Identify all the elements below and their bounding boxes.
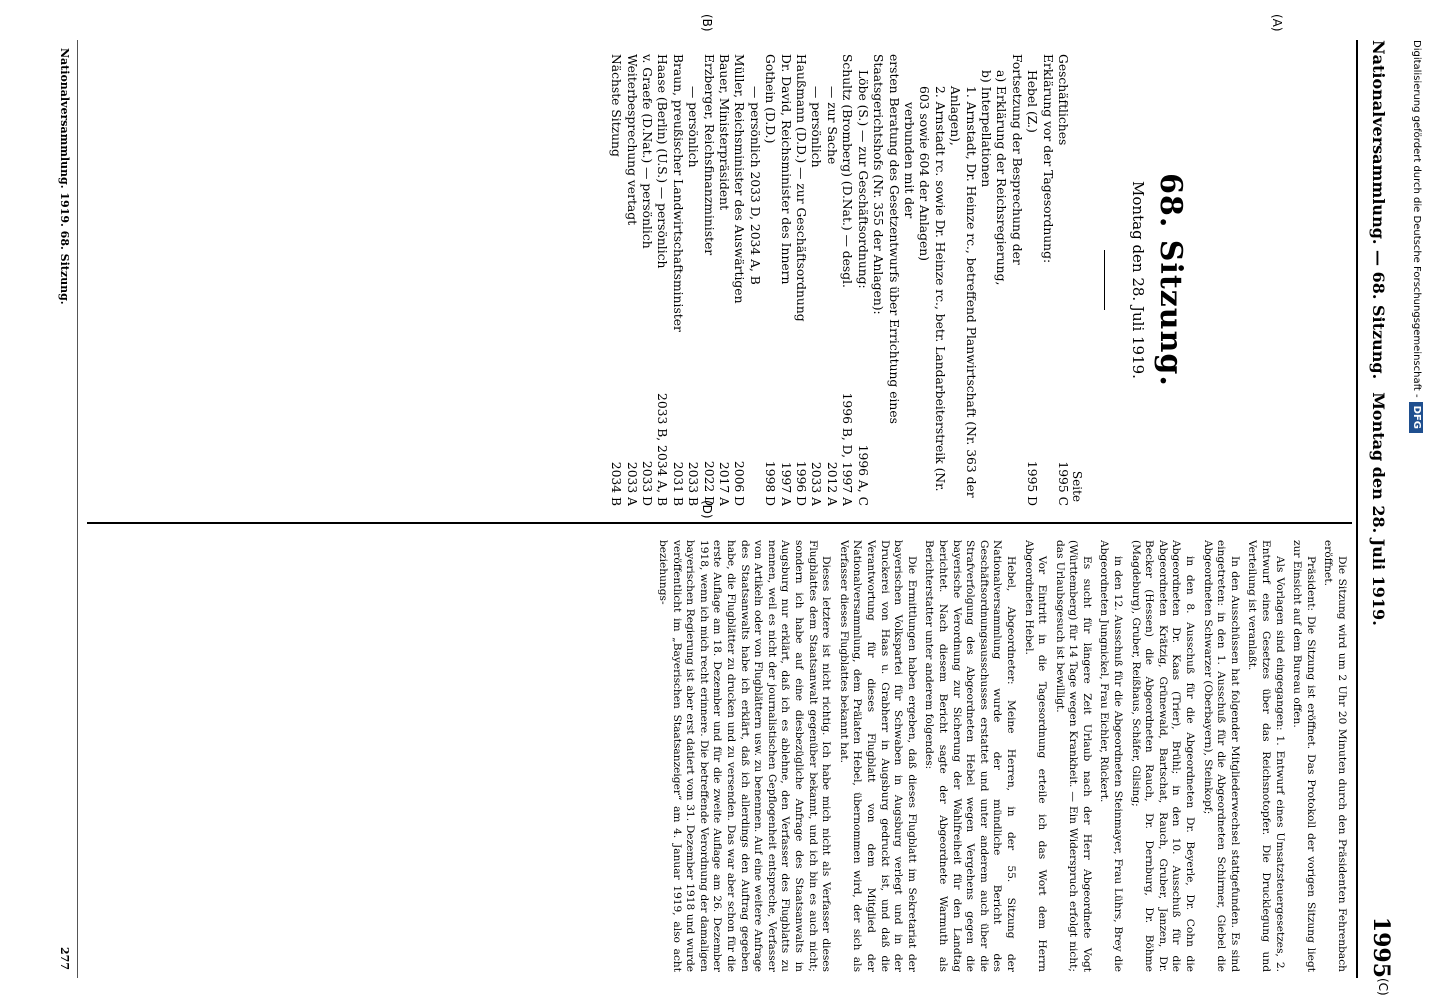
toc-entry [716, 54, 731, 506]
toc-entry [870, 54, 901, 506]
toc-entry [623, 54, 638, 506]
toc-entry [1024, 54, 1039, 506]
toc-entry-page: 1996 A, C [855, 444, 870, 506]
left-column [88, 54, 1348, 506]
page-footer [49, 40, 78, 978]
toc-entry-page: 2034 B [609, 461, 624, 506]
toc-entry-text: Braun, preußischer Landwirtschaftsminister [670, 54, 685, 332]
body-paragraph: Präsident: Die Sitzung ist eröffnet. Das Protokoll der vorigen Sitzung liegt zur Einsicht auf dem Bureau offen. [1291, 540, 1317, 972]
table-of-contents [608, 54, 1070, 506]
sidebar-text: Digitalisierung gefördert durch die Deutsche Forschungsgemeinschaft - [1411, 40, 1422, 398]
body-paragraph: Dieses letztere ist nicht richtig. Ich habe mich nicht als Verfasser dieses Flugblattes dem Staatsanwalt gegenüber bekannt, und ich bin es auch nicht; sondern ich habe auf eine diesbezügliche Anfrage des Staatsanwalts in Augsburg nur erklärt, daß ich es ablehne, den Verfasser des Flugblatts zu nennen, weil es nicht der journalistischen Gepflogenheit entspreche, Verfasser von Artikeln oder von Flugblättern usw. zu benennen. Auf eine weitere Anfrage des Staatsanwalts habe ich erklärt, daß ich allerdings den Auftrag gegeben habe, die Flugblätter zu drucken und zu versenden. Das war aber schon für die erste Auflage am 18. Dezember und für die zweite Auflage am 26. Dezember 1918, wenn ich mich recht erinnere. Die betreffende Verordnung der damaligen bayerischen Regierung ist aber erst datiert vom 31. Dezember 1918 und wurde veröffentlicht im „Bayerischen Staatsanzeiger“ am 4. Januar 1919, also acht beziehungs- [657, 540, 833, 972]
toc-entry-page: 2017 A [717, 461, 732, 506]
toc-entry-page: 2006 D [732, 460, 747, 506]
toc-entry-text: 1. Arnstadt, Dr. Heinze rc., betreffend Planwirtschaft (Nr. 363 der Anlagen), [948, 86, 978, 498]
toc-entry [685, 54, 700, 506]
toc-entry-text: Geschäftliches [1056, 54, 1070, 146]
toc-entry-text: Erklärung vor der Tagesordnung: [1040, 54, 1055, 264]
toc-entry-page: 2031 B [670, 461, 685, 506]
toc-entry-page: 1996 B, D, 1997 A [840, 392, 855, 506]
toc-entry-text: Nächste Sitzung [609, 54, 624, 157]
toc-entry-text: Löbe (S.) — zur Geschäftsordnung: [855, 70, 870, 289]
toc-entry-text: Schultz (Bromberg) (D.Nat.) — desgl. [840, 54, 855, 288]
seite-label: Seite [1070, 470, 1084, 502]
margin-mark-d: (D) [700, 500, 714, 519]
toc-entry [854, 54, 869, 506]
toc-entry-text: — zur Sache [824, 86, 839, 165]
footer-text: Nationalversammlung. 1919. 68. Sitzung. [58, 48, 71, 305]
toc-entry-page: 1995 C [1056, 461, 1070, 506]
toc-entry-text: v. Graefe (D.Nat.) — persönlich [640, 54, 655, 249]
body-paragraph: in den 12. Ausschuß für die Abgeordneten Steinmayer, Frau Lührs, Brey die Abgeordneten Jungnickel, Frau Eichler, Rückert. [1098, 540, 1125, 972]
toc-entry-page: 2033 A [624, 461, 639, 506]
right-column [88, 540, 1348, 972]
body-paragraph: In den Ausschüssen hat folgender Mitgliederwechsel stattgefunden. Es sind eingetreten: in den 1. Ausschuß für die Abgeordneten Schirmer, Giebel die Abgeordneten Schwarzer (Oberbayern), Steinkopf; [1201, 540, 1241, 972]
toc-entry-text: — persönlich [809, 86, 824, 168]
toc-entry-page: 1997 A [778, 461, 793, 506]
toc-entry-page: 2033 B [686, 461, 701, 506]
toc-entry-text: Dr. David, Reichsminister des Innern [778, 54, 793, 285]
toc-entry [993, 54, 1008, 506]
toc-entry-text: Bauer, Ministerpräsident [717, 54, 732, 211]
toc-entry [916, 54, 947, 506]
toc-entry [639, 54, 654, 506]
toc-entry-page: 1995 D [1025, 460, 1040, 506]
toc-entry-text: Hebel (Z.) [1025, 70, 1040, 133]
header-left: Nationalversammlung. — 68. Sitzung. [1369, 40, 1388, 380]
body-paragraph: Hebel, Abgeordneter: Meine Herren, in der 55. Sitzung der Nationalversammlung wurde der mündliche Bericht des Geschäftsordnungsausschusses erstattet und unter anderem auch über die Strafverfolgung des Abgeordneten Hebel wegen Vergehens gegen die bayerische Verordnung zur Sicherung der Wahlfreiheit für den Landtag berichtet. Nach diesem Bericht sagte der Abgeordnete Warmuth als Berichterstatter unter anderem folgendes: [923, 540, 1017, 972]
toc-entry-text: Haußmann (D.D.) — zur Geschäftsordnung [794, 54, 809, 322]
toc-entry [762, 54, 777, 506]
toc-entry [1039, 54, 1054, 506]
digitization-sidebar [1403, 40, 1429, 970]
header-center: Montag den 28. Juli 1919. [1369, 392, 1388, 626]
session-date: Montag den 28. Juli 1919. [1129, 181, 1147, 379]
toc-entry [1008, 54, 1023, 506]
toc-entry-page: 2012 A [824, 461, 839, 506]
margin-mark-a: (A) [1270, 14, 1284, 32]
toc-entry [654, 54, 669, 506]
body-paragraph: Vor Eintritt in die Tagesordnung erteile ich das Wort dem Herrn Abgeordneten Hebel. [1022, 540, 1049, 972]
toc-entry-text: Weiterbesprechung vertagt [624, 54, 639, 226]
toc-entry-text: Gothein (D.D.) [763, 54, 778, 144]
toc-entry [777, 54, 792, 506]
toc-entry [746, 54, 761, 506]
toc-entry-text: 2. Arnstadt rc. sowie Dr. Heinze rc., betr. Landarbeiterstreik (Nr. 603 sowie 604 der Anlagen) [917, 86, 947, 492]
toc-entry-page: 2033 D [640, 460, 655, 506]
toc-entry-text: Müller, Reichsminister des Auswärtigen [732, 54, 747, 304]
toc-entry-text: b) Interpellationen [978, 70, 993, 188]
toc-entry-page: 1996 D [794, 460, 809, 506]
toc-entry [901, 54, 916, 506]
toc-entry-text: — persönlich [686, 86, 701, 168]
toc-entry-text: a) Erklärung der Reichsregierung, [994, 70, 1009, 286]
page-header [1362, 40, 1394, 978]
body-paragraph: Die Sitzung wird um 2 Uhr 20 Minuten durch den Präsidenten Fehrenbach eröffnet. [1322, 540, 1348, 972]
toc-entry-text: — persönlich 2033 D, 2034 A, B [747, 86, 762, 285]
toc-entry-text: ersten Beratung des Gesetzentwurfs über Errichtung eines Staatsgerichtshofs (Nr. 355 der Anlagen): [871, 54, 901, 424]
toc-entry [608, 54, 623, 506]
toc-entry-text: verbunden mit der [901, 102, 916, 219]
toc-entry [978, 54, 993, 506]
margin-mark-b: (B) [700, 14, 714, 32]
body-paragraph: Die Ermittlungen haben ergeben, daß dieses Flugblatt im Sekretariat der bayerischen Volkspartei für Schwaben in Augsburg verlegt und in der Druckerei von Haas u. Grabherr in Augsburg gedruckt ist, und daß die Verantwortung für dieses Flugblatt von dem Mitglied der Nationalversammlung, dem Prälaten Hebel, übernommen wird, der sich als Verfasser dieses Flugblattes bekannt hat. [837, 540, 918, 972]
column-divider [87, 522, 1352, 524]
toc-entry [839, 54, 854, 506]
toc-entry-page: 1998 D [763, 460, 778, 506]
toc-entry-text: Haase (Berlin) (U.S.) — persönlich [655, 54, 670, 269]
page-number: 1995 [1368, 916, 1394, 978]
title-rule [1104, 250, 1105, 310]
toc-entry [824, 54, 839, 506]
toc-entry [731, 54, 746, 506]
toc-entry-page: 2022 D [701, 460, 716, 506]
toc-entry [700, 54, 715, 506]
body-paragraph: Es sucht für längere Zeit Urlaub nach der Herr Abgeordnete Vogt (Württemberg) für 14 Tage wegen Krankheit. — Ein Widerspruch erfolgt nicht; das Urlaubsgesuch ist bewilligt. [1053, 540, 1093, 972]
toc-entry [947, 54, 978, 506]
body-paragraph: Als Vorlagen sind eingegangen: 1. Entwurf eines Umsatzsteuergesetzes, 2. Entwurf eines Gesetzes über das Reichsnotopfer. Die Drucklegung und Verteilung ist veranlaßt. [1246, 540, 1286, 972]
toc-entry [1055, 54, 1070, 506]
signature-mark: 277 [58, 947, 71, 970]
dfg-logo: DFG [1409, 402, 1423, 433]
body-paragraph: in den 8. Ausschuß für die Abgeordneten Dr. Beyerle, Dr. Cohn die Abgeordneten Dr. Kaas (Trier), Brühl; in den 10. Ausschuß für die Abgeordneten Krätzig, Grünewald, Bartschat, Rauch, Gruber, Janzen, Dr. Becker (Hessen) die Abgeordneten Rauch, Dr. Dernburg, Dr. Böhme (Magdeburg), Gruber, Reißhaus, Schäfer, Gilsing; [1129, 540, 1197, 972]
toc-entry [669, 54, 684, 506]
session-title: 68. Sitzung. [1153, 173, 1188, 387]
header-rule [1356, 40, 1358, 978]
toc-entry-text: Fortsetzung der Besprechung der [1009, 54, 1024, 265]
toc-entry [793, 54, 808, 506]
toc-entry-page: 2033 B, 2034 A, B [655, 393, 670, 506]
toc-entry [808, 54, 823, 506]
toc-entry-text: Erzberger, Reichsfinanzminister [701, 54, 716, 256]
toc-entry-page: 2033 A [809, 461, 824, 506]
margin-mark-c: (C) [1376, 978, 1390, 996]
